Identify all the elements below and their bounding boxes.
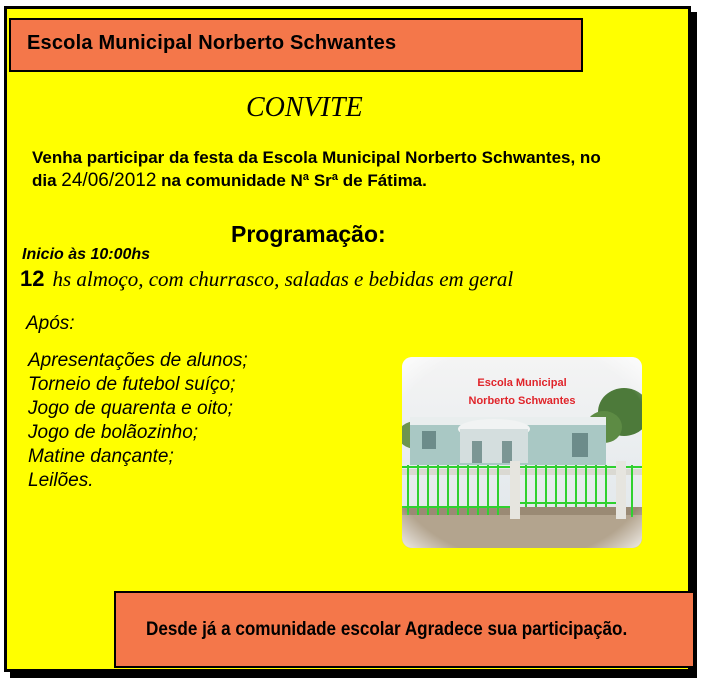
intro-paragraph xyxy=(32,146,612,192)
lunch-description: hs almoço, com churrasco, saladas e bebidas em geral xyxy=(52,267,514,291)
activity-item: Apresentações de alunos; xyxy=(28,350,248,371)
school-title: Escola Municipal Norberto Schwantes xyxy=(27,32,397,54)
school-photo xyxy=(402,357,642,548)
photo-label-line2: Norberto Schwantes xyxy=(468,395,576,407)
header-banner xyxy=(9,18,583,72)
activity-item: Leilões. xyxy=(28,470,94,491)
footer-banner xyxy=(114,591,695,668)
photo-label-line1: Escola Municipal xyxy=(477,377,567,389)
activity-item: Jogo de bolãozinho; xyxy=(28,422,199,443)
start-time: Inicio às 10:00hs xyxy=(22,246,151,263)
activity-item: Matine dançante; xyxy=(28,446,174,467)
activities-list xyxy=(28,349,248,493)
thank-you-message: Desde já a comunidade escolar Agradece sua participação. xyxy=(146,619,628,640)
activity-item: Torneio de futebol suíço; xyxy=(28,374,236,395)
event-date: 24/06/2012 xyxy=(61,170,157,191)
invitation-heading: CONVITE xyxy=(246,92,363,123)
after-label: Após: xyxy=(26,313,75,334)
lunch-line xyxy=(20,266,513,292)
intro-text-end: na comunidade Nª Srª de Fátima. xyxy=(156,171,427,190)
activity-item: Jogo de quarenta e oito; xyxy=(28,398,233,419)
lunch-hour: 12 xyxy=(20,266,45,291)
program-title: Programação: xyxy=(231,221,386,247)
intro-text-start: Venha participar da festa da Escola Municipal Norberto Schwantes, no dia xyxy=(32,148,601,190)
